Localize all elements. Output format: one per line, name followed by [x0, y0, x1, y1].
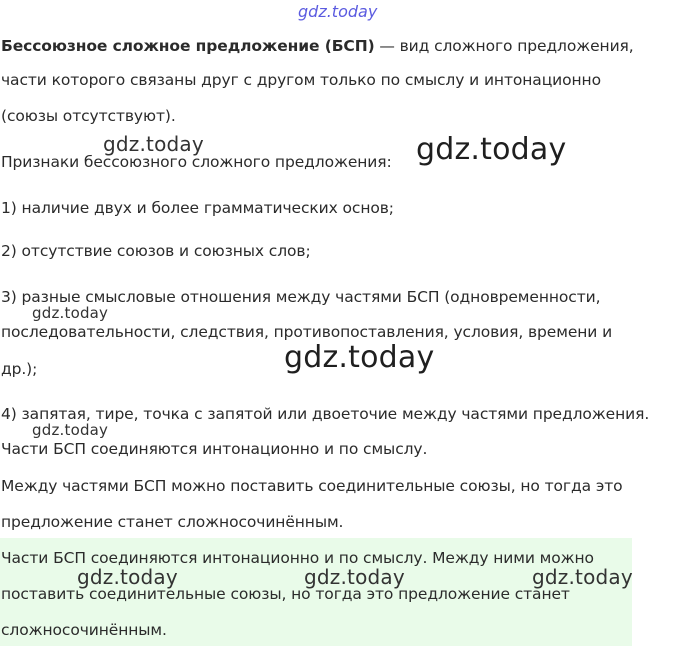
notes-line-2: Между частями БСП можно поставить соединительные союзы, но тогда это [1, 477, 623, 495]
notes-line-3: предложение станет сложносочинённым. [1, 513, 344, 531]
watermark: gdz.today [284, 340, 435, 375]
watermark: gdz.today [32, 421, 109, 439]
intro-line-1 [1, 36, 634, 56]
watermark: gdz.today [304, 565, 405, 589]
watermark-top: gdz.today [298, 2, 378, 21]
notes-line-1: Части БСП соединяются интонационно и по смыслу. [1, 440, 428, 458]
features-heading: Признаки бессоюзного сложного предложения: [1, 153, 392, 171]
feature-item-3-line-2: последовательности, следствия, противопоставления, условия, времени и [1, 323, 613, 341]
feature-item-2: 2) отсутствие союзов и союзных слов; [1, 242, 311, 260]
answer-line-3: сложносочинённым. [1, 621, 167, 639]
feature-item-4: 4) запятая, тире, точка с запятой или двоеточие между частями предложения. [1, 405, 650, 423]
watermark: gdz.today [32, 304, 109, 322]
feature-item-1: 1) наличие двух и более грамматических основ; [1, 199, 394, 217]
intro-line-3: (союзы отсутствуют). [1, 107, 176, 125]
bsp-term: Бессоюзное сложное предложение (БСП) [1, 37, 375, 55]
watermark: gdz.today [103, 132, 204, 156]
watermark: gdz.today [77, 565, 178, 589]
answer-line-2: поставить соединительные союзы, но тогда это предложение станет [1, 585, 570, 603]
intro-line-2: части которого связаны друг с другом только по смыслу и интонационно [1, 71, 601, 89]
watermark: gdz.today [416, 132, 567, 167]
feature-item-3-line-1: 3) разные смысловые отношения между частями БСП (одновременности, [1, 288, 601, 306]
watermark: gdz.today [532, 565, 633, 589]
intro-line-1-rest: — вид сложного предложения, [374, 37, 634, 55]
answer-line-1: Части БСП соединяются интонационно и по смыслу. Между ними можно [1, 549, 594, 567]
feature-item-3-line-3: др.); [1, 360, 38, 378]
